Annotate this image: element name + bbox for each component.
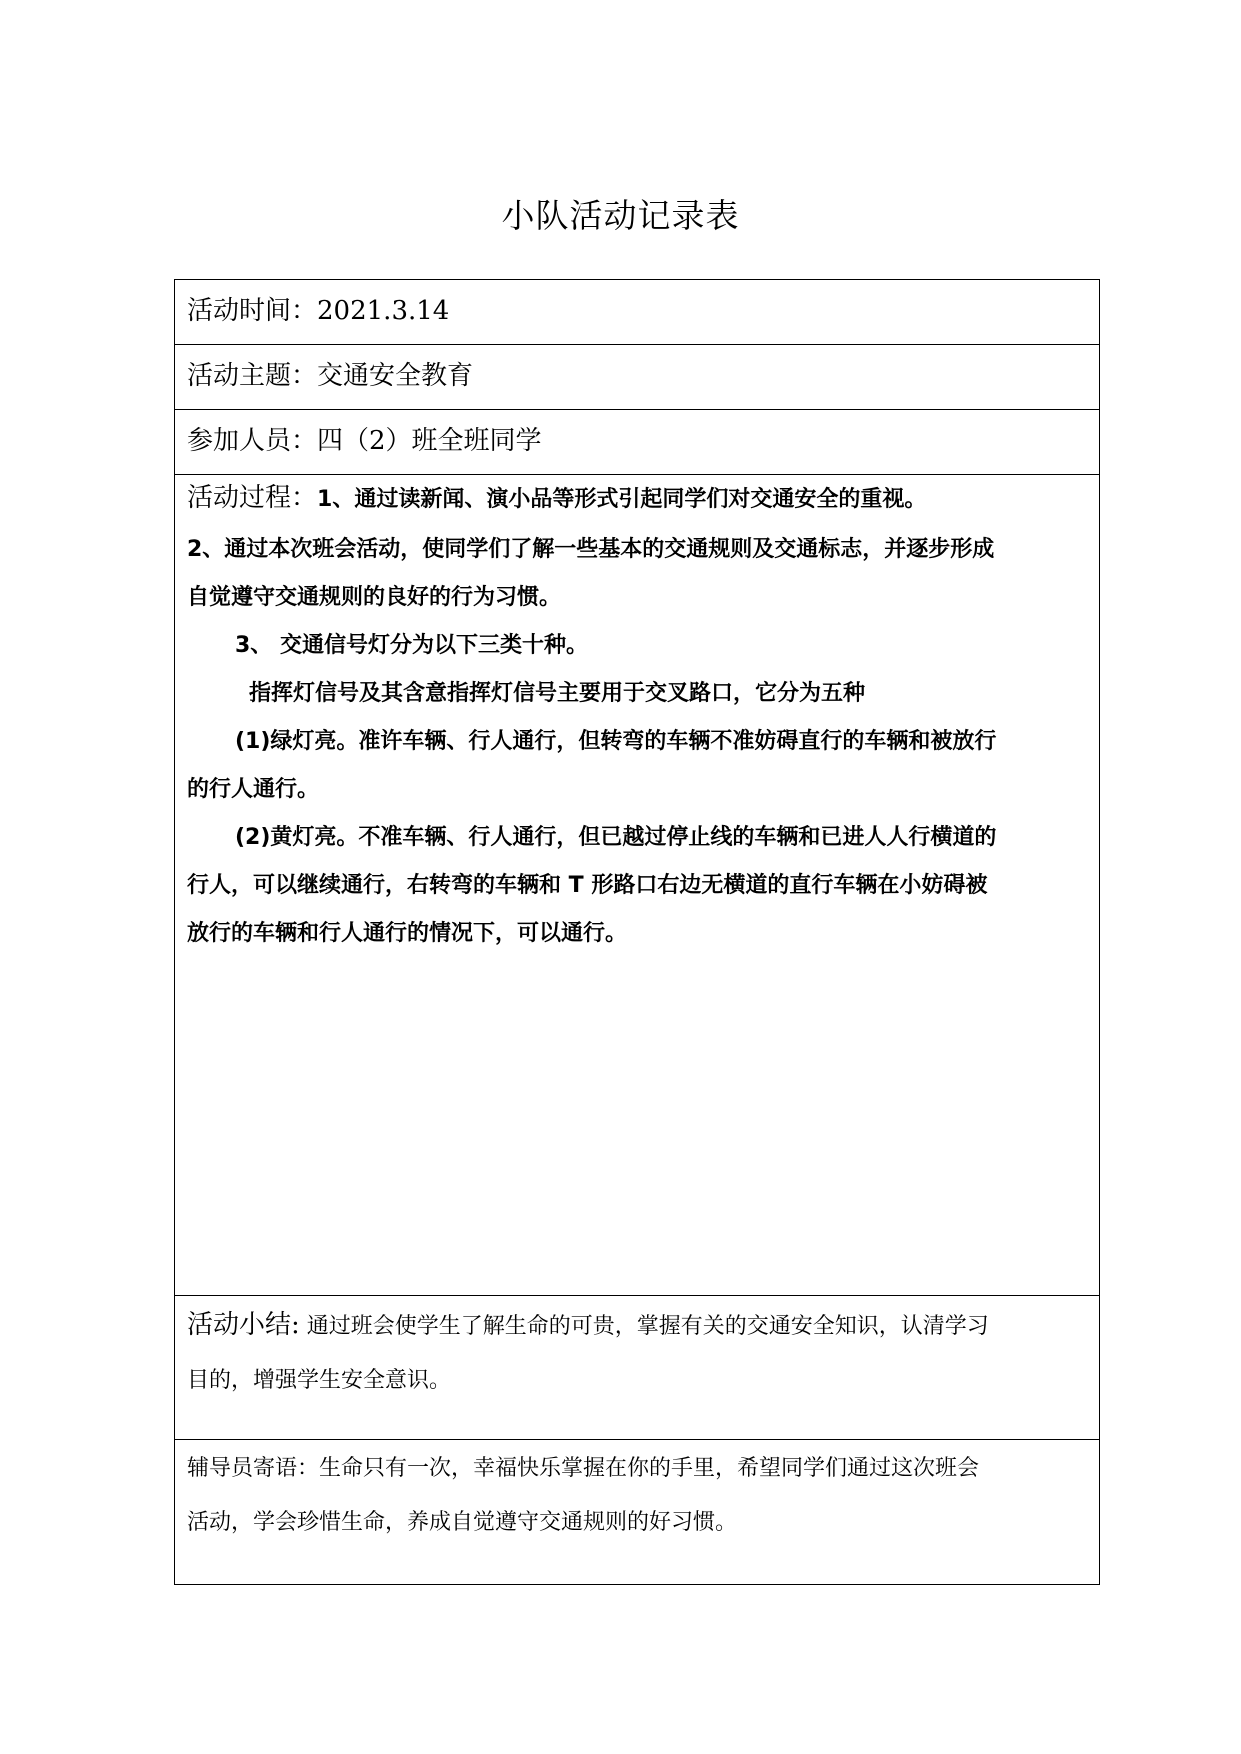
summary-cell — [187, 1310, 1089, 1420]
time-cell — [187, 296, 1089, 326]
theme-label: 活动主题： — [187, 361, 318, 391]
summary-row — [175, 1296, 1099, 1440]
participants-row — [175, 410, 1099, 475]
participants-value: 四（2）班全班同学 — [317, 426, 542, 456]
process-label: 活动过程： — [187, 483, 318, 513]
summary-text-1: 通过班会使学生了解生命的可贵，掌握有关的交通安全知识，认清学习 — [299, 1314, 989, 1339]
participants-label: 参加人员： — [187, 426, 318, 456]
participants-cell — [187, 426, 1089, 456]
process-line-9: 行人，可以继续通行，右转弯的车辆和 T 形路口右边无横道的直行车辆在小妨碍被 — [187, 873, 988, 898]
theme-cell — [187, 361, 1089, 391]
advisor-cell — [187, 1454, 1089, 1562]
process-line-7: 的行人通行。 — [187, 777, 320, 802]
theme-row — [175, 345, 1099, 410]
process-line-5: 指挥灯信号及其含意指挥灯信号主要用于交叉路口，它分为五种 — [249, 681, 866, 706]
advisor-row — [175, 1440, 1099, 1583]
time-label: 活动时间： — [187, 296, 318, 326]
advisor-line-1: 辅导员寄语：生命只有一次，幸福快乐掌握在你的手里，希望同学们通过这次班会 — [187, 1456, 980, 1481]
process-text-1: 1、通过读新闻、演小品等形式引起同学们对交通安全的重视。 — [317, 487, 927, 512]
process-cell — [187, 483, 1089, 967]
page-title: 小队活动记录表 — [501, 196, 740, 235]
process-line-8: (2)黄灯亮。不准车辆、行人通行，但已越过停止线的车辆和已进人人行横道的 — [235, 825, 997, 850]
process-line-10: 放行的车辆和行人通行的情况下，可以通行。 — [187, 921, 628, 946]
summary-line-1 — [187, 1310, 1089, 1342]
summary-label: 活动小结: — [187, 1310, 300, 1340]
process-line-4: 3、 交通信号灯分为以下三类十种。 — [235, 633, 588, 658]
process-line-2: 2、通过本次班会活动，使同学们了解一些基本的交通规则及交通标志，并逐步形成 — [187, 537, 995, 562]
advisor-line-2: 活动，学会珍惜生命，养成自觉遵守交通规则的好习惯。 — [187, 1510, 738, 1535]
time-value: 2021.3.14 — [317, 296, 450, 326]
theme-value: 交通安全教育 — [317, 361, 474, 391]
time-row — [175, 280, 1099, 345]
process-line-6: (1)绿灯亮。准许车辆、行人通行，但转弯的车辆不准妨碍直行的车辆和被放行 — [235, 729, 997, 754]
record-table — [174, 279, 1100, 1585]
process-row — [175, 475, 1099, 1296]
process-line-1 — [187, 483, 1089, 515]
summary-line-2: 目的，增强学生安全意识。 — [187, 1368, 452, 1393]
process-line-3: 自觉遵守交通规则的良好的行为习惯。 — [187, 585, 562, 610]
